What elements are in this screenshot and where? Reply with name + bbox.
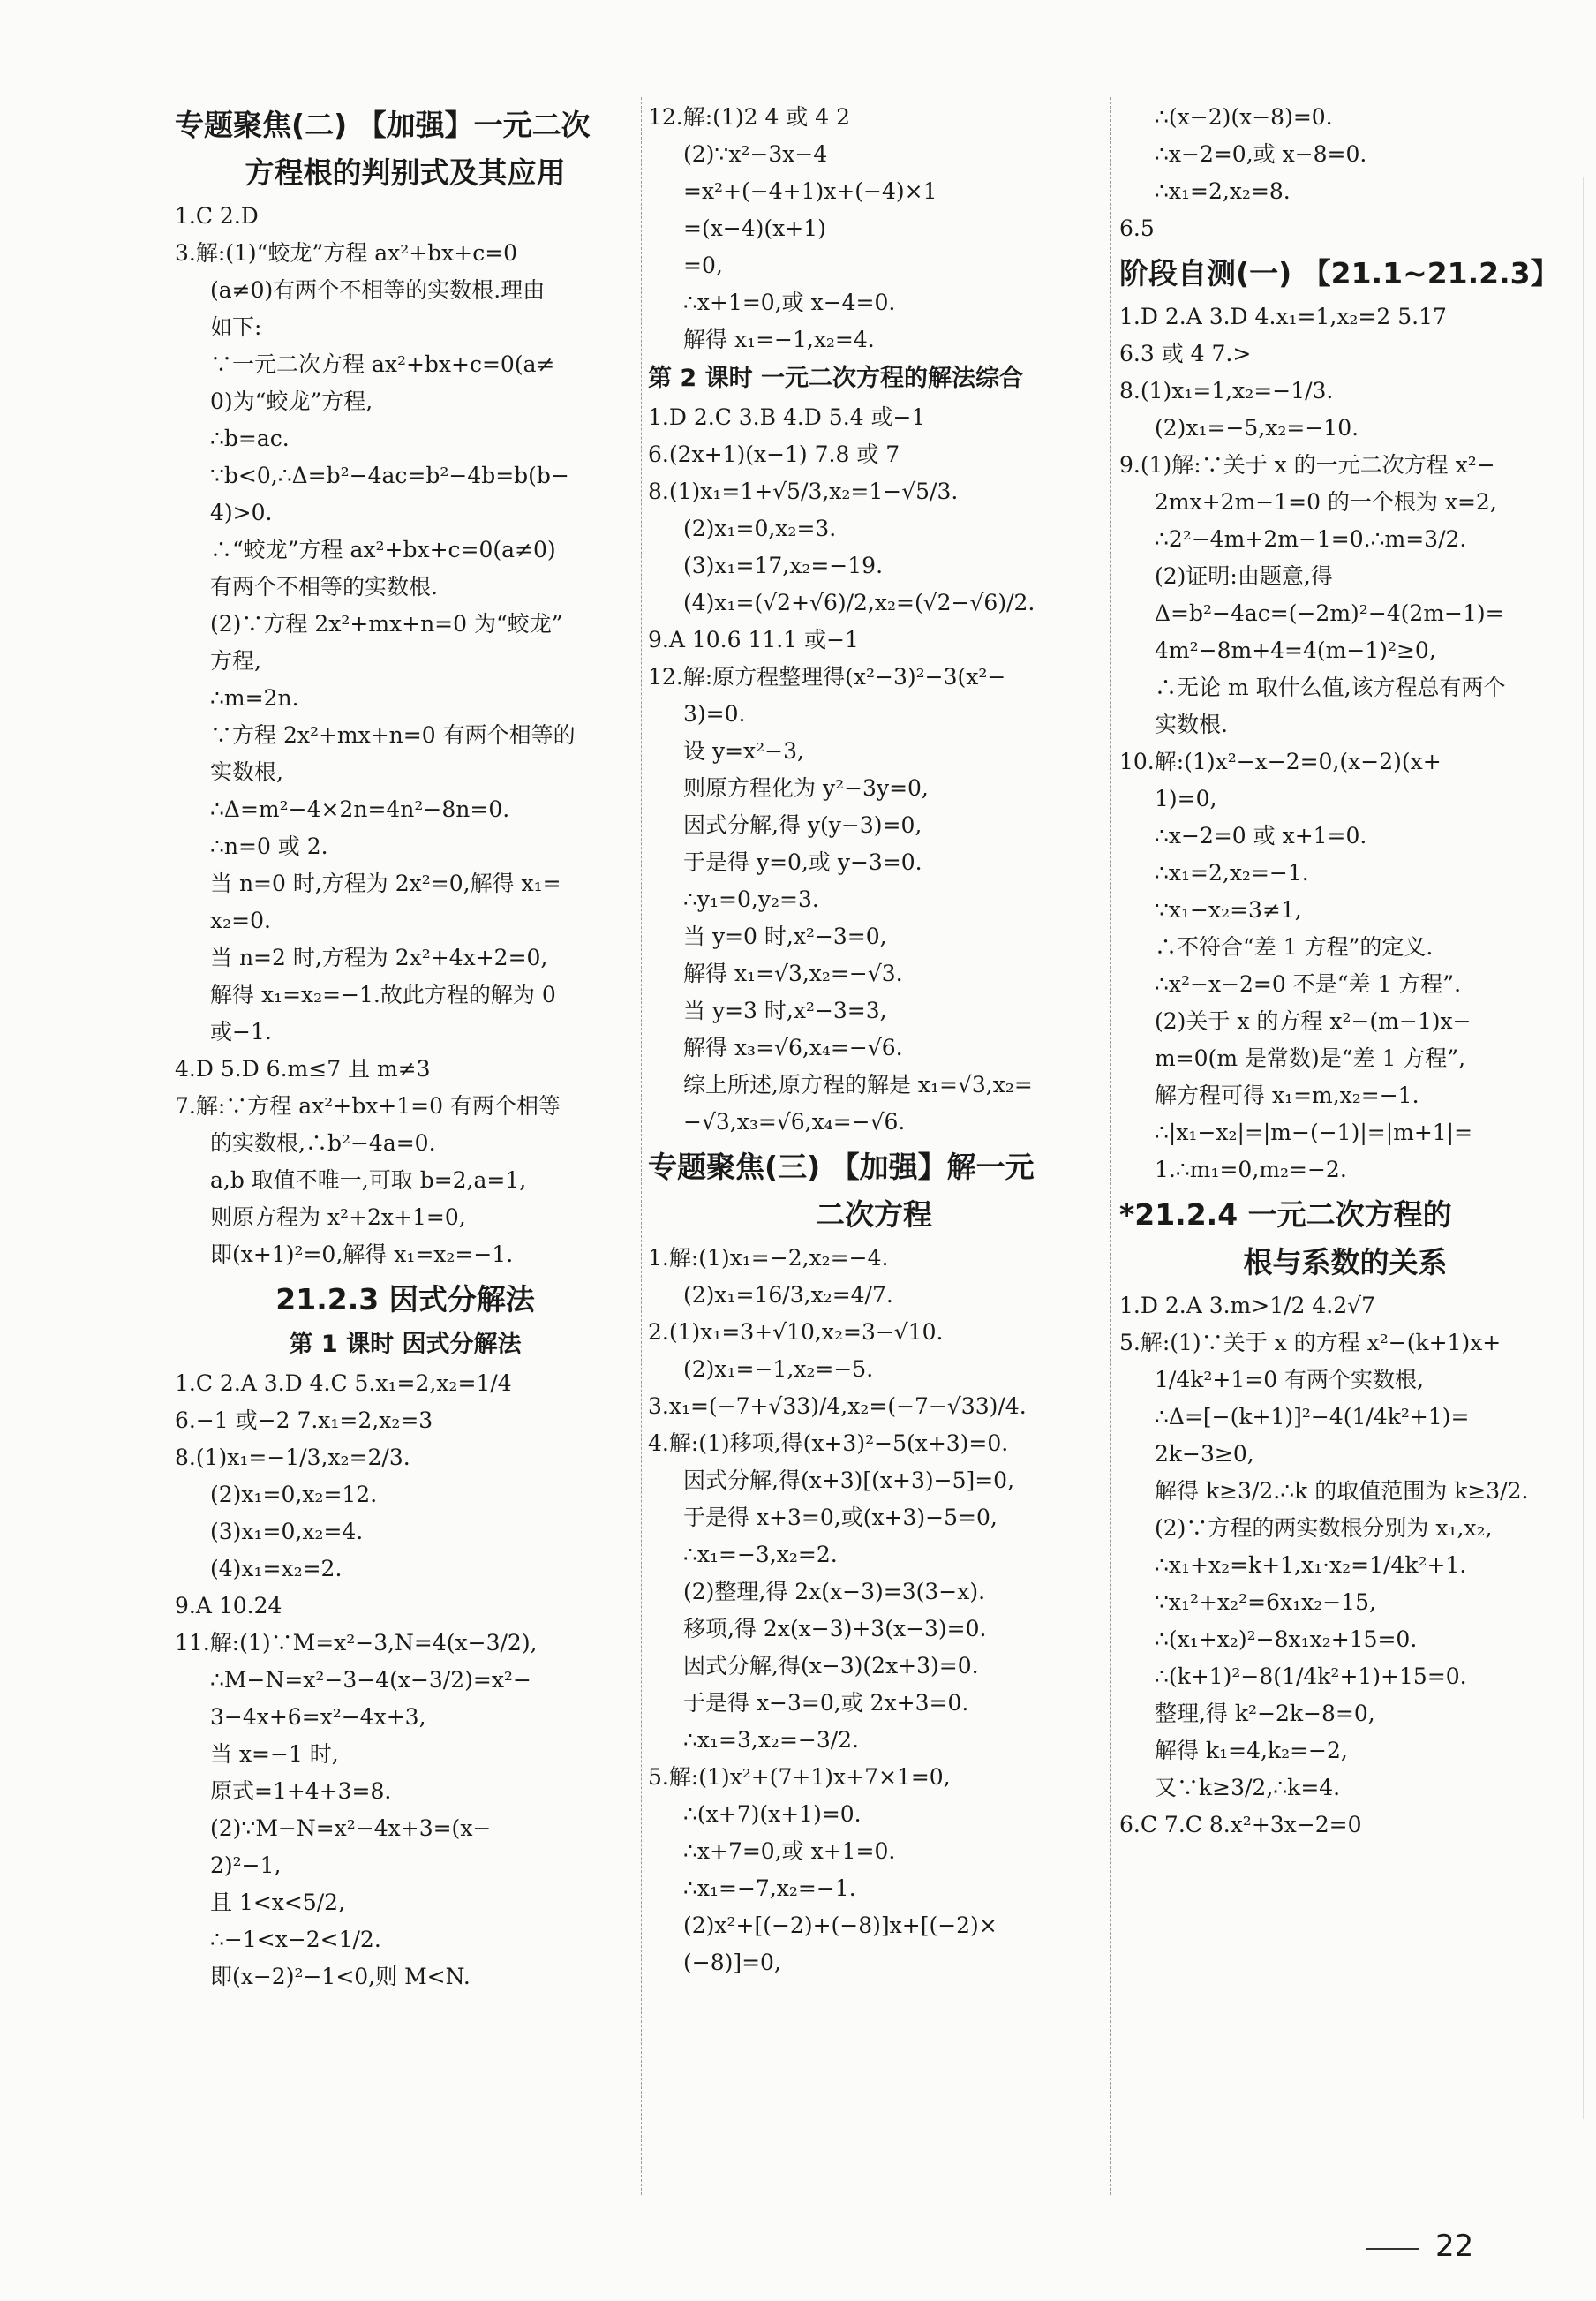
answer-line: 于是得 y=0,或 y−3=0. <box>683 849 922 875</box>
answer-line: ∴m=2n. <box>210 685 299 711</box>
answer-line: 于是得 x+3=0,或(x+3)−5=0, <box>683 1505 998 1530</box>
answer-line: 6.5 <box>1119 215 1155 241</box>
answer-line: 原式=1+4+3=8. <box>210 1778 392 1804</box>
answer-line: 4.D 5.D 6.m≤7 且 m≠3 <box>175 1056 431 1082</box>
answer-line: 2mx+2m−1=0 的一个根为 x=2, <box>1155 489 1497 515</box>
answer-line: ∴无论 m 取什么值,该方程总有两个 <box>1155 675 1506 700</box>
answer-line: 8.(1)x₁=1,x₂=−1/3. <box>1119 378 1334 404</box>
answer-line: 当 y=3 时,x²−3=3, <box>683 998 887 1023</box>
answer-line: 1/4k²+1=0 有两个实数根, <box>1155 1367 1425 1392</box>
answer-line: ∴x₁=−7,x₂=−1. <box>683 1875 856 1901</box>
answer-line: (2)整理,得 2x(x−3)=3(3−x). <box>683 1579 986 1604</box>
answer-line: 1.解:(1)x₁=−2,x₂=−4. <box>648 1245 889 1271</box>
lesson-heading: 第 2 课时 一元二次方程的解法综合 <box>648 365 1023 392</box>
answer-line: 因式分解,得(x−3)(2x+3)=0. <box>683 1653 979 1679</box>
answer-line: 3.解:(1)“蛟龙”方程 ax²+bx+c=0 <box>175 240 518 266</box>
answer-line: 实数根, <box>210 759 283 785</box>
answer-line: 因式分解,得(x+3)[(x+3)−5]=0, <box>683 1467 1015 1493</box>
section-heading: 阶段自测(一) 【21.1~21.2.3】 <box>1119 256 1560 290</box>
answer-line: 3−4x+6=x²−4x+3, <box>210 1704 426 1730</box>
answer-line: 1.C 2.A 3.D 4.C 5.x₁=2,x₂=1/4 <box>175 1370 512 1396</box>
section-heading: *21.2.4 一元二次方程的 <box>1119 1197 1452 1232</box>
answer-line: 1)=0, <box>1155 786 1217 811</box>
answer-line: (2)x₁=0,x₂=12. <box>210 1482 378 1507</box>
answer-line: (−8)]=0, <box>683 1950 781 1975</box>
answer-line: 5.解:(1)x²+(7+1)x+7×1=0, <box>648 1764 951 1790</box>
answer-line: 解方程可得 x₁=m,x₂=−1. <box>1155 1083 1419 1108</box>
column-divider <box>641 97 642 2195</box>
answer-line: ∴y₁=0,y₂=3. <box>683 886 819 912</box>
answer-line: 整理,得 k²−2k−8=0, <box>1155 1701 1375 1726</box>
answer-line: ∵x₁−x₂=3≠1, <box>1155 897 1302 923</box>
answer-line: 9.A 10.24 <box>175 1593 282 1618</box>
answer-line: ∴b=ac. <box>210 426 290 451</box>
page-number: 22 <box>1435 2229 1474 2264</box>
answer-line: 5.解:(1)∵关于 x 的方程 x²−(k+1)x+ <box>1119 1330 1502 1355</box>
answer-line: 1.∴m₁=0,m₂=−2. <box>1155 1157 1347 1182</box>
answer-line: Δ=b²−4ac=(−2m)²−4(2m−1)= <box>1155 600 1504 626</box>
page-edge <box>1583 177 1592 2119</box>
answer-line: 即(x−2)²−1<0,则 M<N. <box>210 1964 471 1989</box>
answer-line: 移项,得 2x(x−3)+3(x−3)=0. <box>683 1616 987 1641</box>
answer-line: ∴x+7=0,或 x+1=0. <box>683 1838 896 1864</box>
answer-line: (2)∵x²−3x−4 <box>683 141 828 167</box>
answer-line: 综上所述,原方程的解是 x₁=√3,x₂= <box>683 1072 1033 1098</box>
answer-line: ∴M−N=x²−3−4(x−3/2)=x²− <box>210 1667 531 1693</box>
answer-line: ∴2²−4m+2m−1=0.∴m=3/2. <box>1155 526 1467 552</box>
answer-line: ∴“蛟龙”方程 ax²+bx+c=0(a≠0) <box>210 537 556 562</box>
answer-line: 6.C 7.C 8.x²+3x−2=0 <box>1119 1812 1362 1837</box>
answer-line: 6.−1 或−2 7.x₁=2,x₂=3 <box>175 1407 433 1433</box>
answer-line: 12.解:(1)2 4 或 4 2 <box>648 104 851 130</box>
answer-line: 当 y=0 时,x²−3=0, <box>683 924 887 949</box>
answer-line: ∵x₁²+x₂²=6x₁x₂−15, <box>1155 1589 1376 1615</box>
answer-line: ∵方程 2x²+mx+n=0 有两个相等的 <box>210 722 576 748</box>
answer-line: 或−1. <box>210 1019 272 1045</box>
answer-line: 则原方程化为 y²−3y=0, <box>683 775 929 801</box>
answer-line: ∴x−2=0 或 x+1=0. <box>1155 823 1367 849</box>
answer-line: 3)=0. <box>683 701 746 727</box>
answer-line: ∴|x₁−x₂|=|m−(−1)|=|m+1|= <box>1155 1120 1473 1145</box>
section-heading: 专题聚焦(二) 【加强】一元二次 <box>175 108 591 142</box>
answer-line: a,b 取值不唯一,可取 b=2,a=1, <box>210 1167 527 1193</box>
answer-line: −√3,x₃=√6,x₄=−√6. <box>683 1109 906 1135</box>
answer-line: ∴−1<x−2<1/2. <box>210 1927 381 1952</box>
answer-line: (2)x₁=16/3,x₂=4/7. <box>683 1282 893 1308</box>
answer-line: (2)∵方程的两实数根分别为 x₁,x₂, <box>1155 1515 1493 1541</box>
answer-line: 9.A 10.6 11.1 或−1 <box>648 627 859 653</box>
answer-line: ∵一元二次方程 ax²+bx+c=0(a≠ <box>210 351 555 377</box>
answer-line: 有两个不相等的实数根. <box>210 574 438 600</box>
answer-line: 即(x+1)²=0,解得 x₁=x₂=−1. <box>210 1241 514 1267</box>
answer-line: 6.3 或 4 7.> <box>1119 341 1252 366</box>
answer-line: 解得 x₁=−1,x₂=4. <box>683 327 875 352</box>
answer-line: 1.D 2.A 3.m>1/2 4.2√7 <box>1119 1293 1375 1318</box>
answer-line: 当 n=2 时,方程为 2x²+4x+2=0, <box>210 945 548 970</box>
column-divider <box>1110 97 1111 2195</box>
answer-line: 1.C 2.D <box>175 203 259 229</box>
answer-line: (2)证明:由题意,得 <box>1155 563 1333 589</box>
answer-line: 当 n=0 时,方程为 2x²=0,解得 x₁= <box>210 871 561 896</box>
answer-line: (4)x₁=x₂=2. <box>210 1556 343 1581</box>
answer-line: ∴Δ=m²−4×2n=4n²−8n=0. <box>210 796 510 822</box>
answer-line: =(x−4)(x+1) <box>683 215 826 241</box>
answer-line: ∴(k+1)²−8(1/4k²+1)+15=0. <box>1155 1664 1467 1689</box>
answer-line: 于是得 x−3=0,或 2x+3=0. <box>683 1690 969 1716</box>
answer-line: (2)x₁=−1,x₂=−5. <box>683 1356 874 1382</box>
answer-line: (2)x₁=0,x₂=3. <box>683 516 837 541</box>
answer-line: (4)x₁=(√2+√6)/2,x₂=(√2−√6)/2. <box>683 590 1035 615</box>
answer-line: 当 x=−1 时, <box>210 1741 339 1767</box>
answer-line: (2)关于 x 的方程 x²−(m−1)x− <box>1155 1008 1472 1034</box>
answer-line: 11.解:(1)∵M=x²−3,N=4(x−3/2), <box>175 1630 538 1656</box>
answer-line: 2k−3≥0, <box>1155 1441 1254 1467</box>
answer-line: 4.解:(1)移项,得(x+3)²−5(x+3)=0. <box>648 1430 1009 1456</box>
answer-line: ∴Δ=[−(k+1)]²−4(1/4k²+1)= <box>1155 1404 1470 1430</box>
answer-line: ∴(x+7)(x+1)=0. <box>683 1801 862 1827</box>
answer-line: ∴x−2=0,或 x−8=0. <box>1155 141 1367 167</box>
answer-line: (2)∵M−N=x²−4x+3=(x− <box>210 1815 492 1841</box>
page-number-dash <box>1366 2248 1419 2250</box>
answer-line: (2)∵方程 2x²+mx+n=0 为“蛟龙” <box>210 611 563 637</box>
answer-line: 2)²−1, <box>210 1852 282 1878</box>
answer-line: ∴x+1=0,或 x−4=0. <box>683 290 896 315</box>
answer-line: 3.x₁=(−7+√33)/4,x₂=(−7−√33)/4. <box>648 1393 1027 1419</box>
answer-line: 解得 x₁=x₂=−1.故此方程的解为 0 <box>210 982 556 1007</box>
answer-line: 解得 k≥3/2.∴k 的取值范围为 k≥3/2. <box>1155 1478 1529 1504</box>
answer-line: ∴(x₁+x₂)²−8x₁x₂+15=0. <box>1155 1626 1418 1652</box>
answer-line: 9.(1)解:∵关于 x 的一元二次方程 x²− <box>1119 452 1495 478</box>
answer-line: x₂=0. <box>210 908 271 933</box>
answer-line: (3)x₁=0,x₂=4. <box>210 1519 364 1544</box>
answer-line: 6.(2x+1)(x−1) 7.8 或 7 <box>648 441 900 467</box>
answer-line: ∴x₁=−3,x₂=2. <box>683 1542 838 1567</box>
answer-line: m=0(m 是常数)是“差 1 方程”, <box>1155 1045 1466 1071</box>
answer-line: 实数根. <box>1155 712 1228 737</box>
answer-line: 方程, <box>210 648 261 674</box>
answer-line: 10.解:(1)x²−x−2=0,(x−2)(x+ <box>1119 749 1442 774</box>
answer-line: =x²+(−4+1)x+(−4)×1 <box>683 178 937 204</box>
answer-line: 12.解:原方程整理得(x²−3)²−3(x²− <box>648 664 1006 690</box>
section-heading: 根与系数的关系 <box>1243 1245 1448 1279</box>
section-heading: 二次方程 <box>816 1197 932 1232</box>
answer-line: 8.(1)x₁=1+√5/3,x₂=1−√5/3. <box>648 479 959 504</box>
answer-line: ∵b<0,∴Δ=b²−4ac=b²−4b=b(b− <box>210 463 569 488</box>
answer-line: ∴x₁+x₂=k+1,x₁·x₂=1/4k²+1. <box>1155 1552 1467 1578</box>
answer-line: 解得 x₃=√6,x₄=−√6. <box>683 1035 903 1060</box>
answer-line: ∴x₁=2,x₂=−1. <box>1155 860 1309 886</box>
answer-line: 解得 x₁=√3,x₂=−√3. <box>683 961 903 986</box>
answer-line: 又∵k≥3/2,∴k=4. <box>1155 1775 1341 1800</box>
answer-line: 1.D 2.A 3.D 4.x₁=1,x₂=2 5.17 <box>1119 304 1447 329</box>
answer-line: 2.(1)x₁=3+√10,x₂=3−√10. <box>648 1319 944 1345</box>
answer-line: ∴不符合“差 1 方程”的定义. <box>1155 934 1434 960</box>
answer-line: ∴x₁=2,x₂=8. <box>1155 178 1291 204</box>
section-heading: 方程根的判别式及其应用 <box>245 155 566 190</box>
lesson-heading: 第 1 课时 因式分解法 <box>289 1331 522 1358</box>
section-heading: 21.2.3 因式分解法 <box>275 1282 535 1316</box>
answer-line: ∴x²−x−2=0 不是“差 1 方程”. <box>1155 971 1462 997</box>
answer-line: 1.D 2.C 3.B 4.D 5.4 或−1 <box>648 404 926 430</box>
answer-line: ∴x₁=3,x₂=−3/2. <box>683 1727 860 1753</box>
answer-line: 0)为“蛟龙”方程, <box>210 389 373 414</box>
answer-line: =0, <box>683 253 723 278</box>
answer-line: (a≠0)有两个不相等的实数根.理由 <box>210 277 546 303</box>
answer-line: 设 y=x²−3, <box>683 738 804 764</box>
answer-column-1 <box>175 99 636 2222</box>
answer-line: 8.(1)x₁=−1/3,x₂=2/3. <box>175 1445 410 1470</box>
answer-line: 4)>0. <box>210 500 273 525</box>
answer-line: ∴(x−2)(x−8)=0. <box>1155 104 1333 130</box>
page-number-block <box>1366 2218 1596 2280</box>
answer-column-2 <box>648 99 1100 2222</box>
answer-line: 7.解:∵方程 ax²+bx+1=0 有两个相等 <box>175 1093 561 1119</box>
answer-line: 且 1<x<5/2, <box>210 1890 346 1915</box>
answer-line: 解得 k₁=4,k₂=−2, <box>1155 1738 1348 1763</box>
answer-line: 的实数根,∴b²−4a=0. <box>210 1130 436 1156</box>
answer-line: 则原方程为 x²+2x+1=0, <box>210 1204 466 1230</box>
answer-line: 4m²−8m+4=4(m−1)²≥0, <box>1155 637 1436 663</box>
answer-line: (2)x₁=−5,x₂=−10. <box>1155 415 1359 441</box>
answer-line: 因式分解,得 y(y−3)=0, <box>683 812 922 838</box>
section-heading: 专题聚焦(三) 【加强】解一元 <box>648 1150 1035 1184</box>
answer-line: ∴n=0 或 2. <box>210 834 328 859</box>
answer-line: (2)x²+[(−2)+(−8)]x+[(−2)× <box>683 1912 998 1938</box>
answer-line: 如下: <box>210 314 262 340</box>
answer-line: (3)x₁=17,x₂=−19. <box>683 553 884 578</box>
answer-column-3 <box>1119 99 1571 2222</box>
